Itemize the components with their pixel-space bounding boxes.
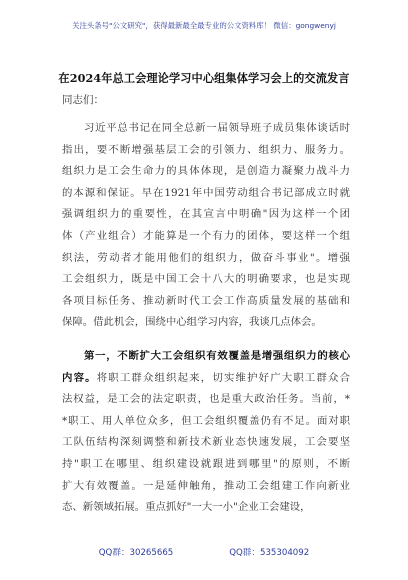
paragraph-line: *职工、用人单位众多，但工会组织覆盖仍有不足。面对职 bbox=[62, 414, 350, 427]
paragraph-line: 扩大有效覆盖。一是延伸触角，推动工会组建工作向新业 bbox=[62, 479, 350, 492]
paragraph-line: 组织力是工会生命力的具体体现，是创造力凝聚力战斗力 bbox=[62, 165, 350, 178]
paragraph-line: 习近平总书记在同全总新一届领导班子成员集体谈话时 bbox=[84, 122, 350, 134]
paragraph-line: 态、新领域拓展。重点抓好"一大一小"企业工会建设， bbox=[62, 501, 311, 514]
qq-group-2: QQ群：535304092 bbox=[229, 548, 310, 558]
paragraph-line: 工会组织力，既是中国工会十八大的明确要求，也是实现 bbox=[62, 273, 350, 286]
qq-group-1: QQ群：30265665 bbox=[98, 548, 174, 558]
paragraph-line: 的本源和保证。早在1921年中国劳动组合书记部成立时就 bbox=[62, 186, 350, 199]
paragraph-line: 持"职工在哪里、组织建设就跟进到哪里"的原则，不断 bbox=[62, 457, 350, 470]
paragraph-line bbox=[62, 368, 350, 390]
paragraph-line: 织法，劳动者才能用他们的组织力，做奋斗事业"。增强 bbox=[62, 251, 350, 264]
paragraph-line: 保障。借此机会，围绕中心组学习内容，我谈几点体会。 bbox=[62, 316, 322, 329]
paragraph-line: 强调组织力的重要性，在其宣言中明确"因为这样一个团 bbox=[62, 208, 350, 221]
paragraph-line: 体（产业组合）才能算是一个有力的团体，要这样一个组 bbox=[62, 229, 350, 242]
document-body bbox=[62, 118, 350, 519]
paragraph-line-rest: 将职工群众组织起来，切实维护好广大职工群众合 bbox=[96, 371, 350, 384]
paragraph-line: 法权益，是工会的法定职责，也是重大政治任务。当前，* bbox=[62, 393, 350, 406]
paragraph-line: 各项目标任务、推动新时代工会工作高质量发展的基础和 bbox=[62, 294, 350, 307]
document-title: 在2024年总工会理论学习中心组集体学习会上的交流发言 bbox=[58, 71, 350, 85]
salutation: 同志们： bbox=[62, 94, 104, 106]
paragraph-line: 工队伍结构深刻调整和新技术新业态快速发展，工会要坚 bbox=[62, 436, 350, 449]
paragraph-line: 指出，要不断增强基层工会的引领力、组织力、服务力。 bbox=[62, 143, 350, 156]
section-heading-line: 第一，不断扩大工会组织有效覆盖是增强组织力的核心 bbox=[84, 349, 350, 362]
header-banner: 关注头条号"公文研究"，获得最新最全最专业的公文资料库！ 微信：gongwenyj bbox=[72, 21, 336, 30]
section-heading-end: 内容。 bbox=[62, 371, 97, 384]
paragraph-2 bbox=[62, 346, 350, 519]
paragraph-1 bbox=[62, 118, 350, 334]
footer-contact bbox=[0, 546, 408, 558]
